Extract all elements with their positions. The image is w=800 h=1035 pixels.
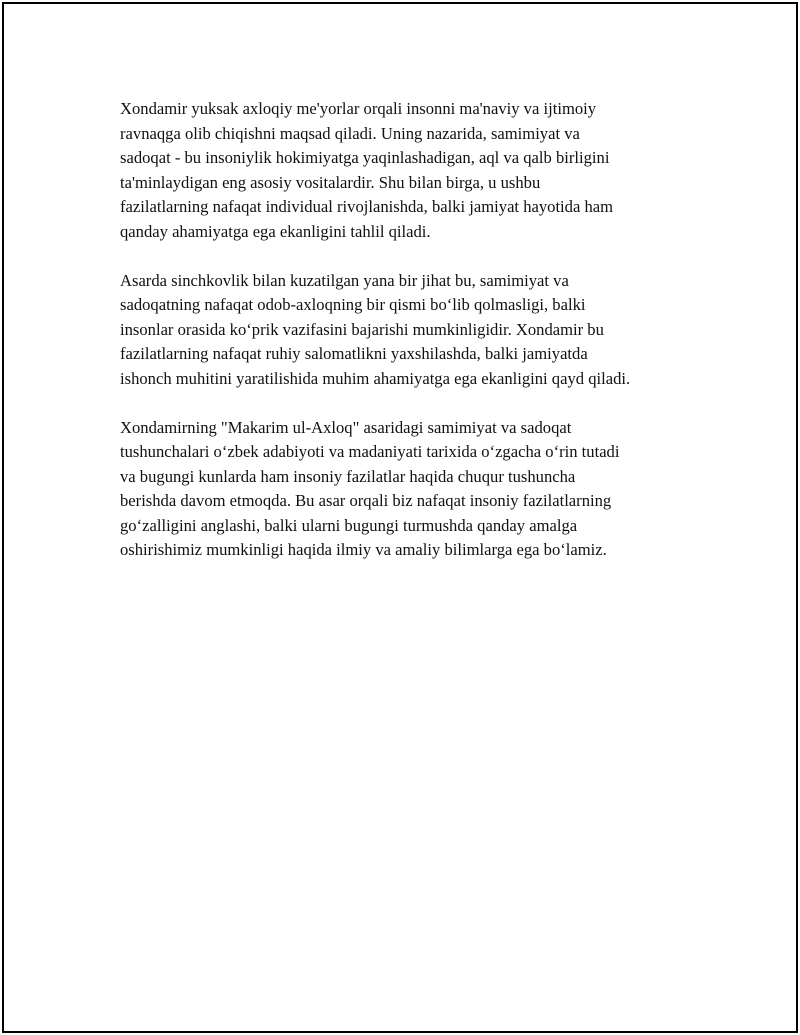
text-line: va bugungi kunlarda ham insoniy fazilatlar haqida chuqur tushuncha (120, 466, 576, 486)
text-line: qanday ahamiyatga ega ekanligini tahlil qiladi. (120, 221, 431, 241)
text-line: oshirishimiz mumkinligi haqida ilmiy va amaliy bilimlarga ega bo‘lamiz. (120, 540, 607, 559)
text-line: go‘zalligini anglashi, balki ularni bugungi turmushda qanday amalga (120, 515, 578, 535)
document-body (120, 97, 700, 587)
text-line: Xondamir yuksak axloqiy me'yorlar orqali insonni ma'naviy va ijtimoiy (120, 99, 597, 118)
text-line: insonlar orasida ko‘prik vazifasini bajarishi mumkinligidir. Xondamir bu (120, 319, 604, 339)
text-line: Xondamirning "Makarim ul-Axloq" asaridagi samimiyat va sadoqat (120, 417, 572, 437)
text-line: ravnaqga olib chiqishni maqsad qiladi. Uning nazarida, samimiyat va (120, 123, 580, 143)
text-line: berishda davom etmoqda. Bu asar orqali biz nafaqat insoniy fazilatlarning (120, 491, 612, 510)
text-line: tushunchalari o‘zbek adabiyoti va madaniyati tarixida o‘zgacha o‘rin tutadi (120, 442, 620, 461)
text-line: ishonch muhitini yaratilishida muhim ahamiyatga ega ekanligini qayd qiladi. (120, 368, 631, 388)
text-line: sadoqat - bu insoniylik hokimiyatga yaqinlashadigan, aql va qalb birligini (120, 148, 610, 167)
text-line: fazilatlarning nafaqat ruhiy salomatlikni yaxshilashda, balki jamiyatda (120, 344, 588, 363)
document-page (2, 2, 798, 1033)
text-line: ta'minlaydigan eng asosiy vositalardir. Shu bilan birga, u ushbu (120, 172, 541, 192)
paragraph-3 (120, 416, 700, 563)
paragraph-2 (120, 269, 700, 392)
text-line: fazilatlarning nafaqat individual rivojlanishda, balki jamiyat hayotida ham (120, 197, 614, 216)
text-line: sadoqatning nafaqat odob-axloqning bir qismi bo‘lib qolmasligi, balki (120, 295, 586, 314)
text-line: Asarda sinchkovlik bilan kuzatilgan yana bir jihat bu, samimiyat va (120, 270, 569, 290)
paragraph-1 (120, 97, 700, 244)
